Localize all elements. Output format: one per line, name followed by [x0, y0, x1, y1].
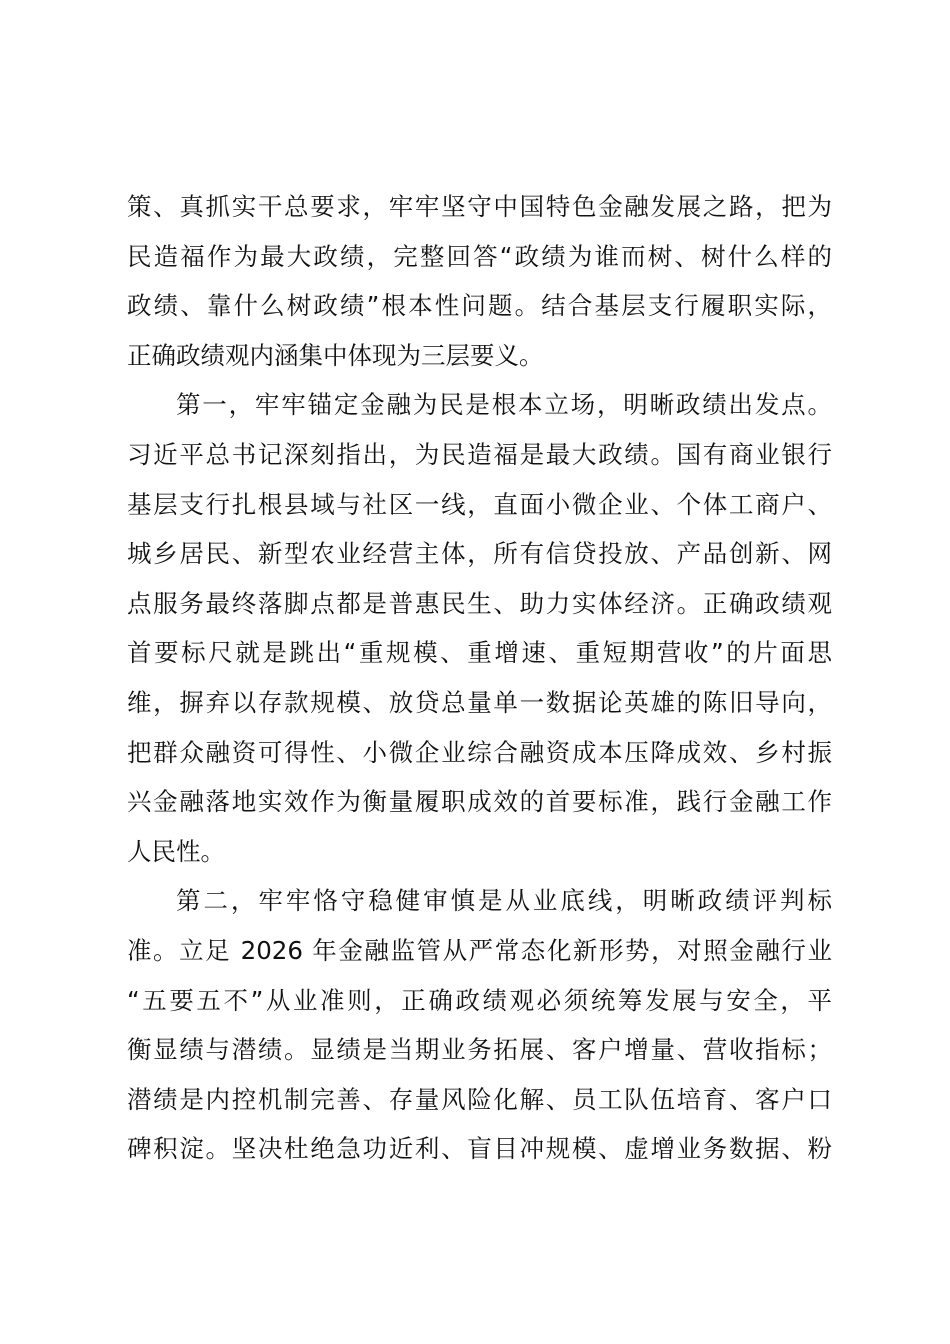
paragraph-first-line: 第二，牢牢恪守稳健审慎是从业底线，明晰政绩评判标 [176, 886, 832, 916]
text-line: 基层支行扎根县域与社区一线，直面小微企业、个体工商户、 [127, 489, 832, 519]
text-line: 策、真抓实干总要求，牢牢坚守中国特色金融发展之路，把为 [127, 192, 832, 221]
text-line: 政绩、靠什么树政绩”根本性问题。结合基层支行履职实际， [127, 291, 832, 321]
body-text [127, 182, 832, 1174]
text-line: 兴金融落地实效作为衡量履职成效的首要标准，践行金融工作 [127, 787, 832, 817]
text-line: 维，摒弃以存款规模、放贷总量单一数据论英雄的陈旧导向， [127, 687, 832, 717]
text-line: 潜绩是内控机制完善、存量风险化解、员工队伍培育、客户口 [127, 1084, 832, 1114]
text-line: 民造福作为最大政绩，完整回答“政绩为谁而树、树什么样的 [127, 241, 832, 271]
text-line: 把群众融资可得性、小微企业综合融资成本压降成效、乡村振 [127, 737, 832, 767]
text-line: 点服务最终落脚点都是普惠民生、助力实体经济。正确政绩观 [127, 588, 832, 618]
text-line: 衡显绩与潜绩。显绩是当期业务拓展、客户增量、营收指标； [127, 1035, 832, 1065]
text-line: 习近平总书记深刻指出，为民造福是最大政绩。国有商业银行 [127, 439, 832, 469]
text-line: “五要五不”从业准则，正确政绩观必须统筹发展与安全，平 [127, 985, 832, 1015]
paragraph-first-line: 第一，牢牢锚定金融为民是根本立场，明晰政绩出发点。 [176, 390, 832, 420]
text-line: 正确政绩观内涵集中体现为三层要义。 [127, 340, 544, 370]
text-line: 人民性。 [127, 836, 225, 866]
text-line: 碑积淀。坚决杜绝急功近利、盲目冲规模、虚增业务数据、粉 [127, 1134, 832, 1164]
text-line: 准。立足 2026 年金融监管从严常态化新形势，对照金融行业 [127, 935, 832, 965]
text-line: 城乡居民、新型农业经营主体，所有信贷投放、产品创新、网 [127, 539, 832, 569]
text-line: 首要标尺就是跳出“重规模、重增速、重短期营收”的片面思 [127, 638, 832, 668]
